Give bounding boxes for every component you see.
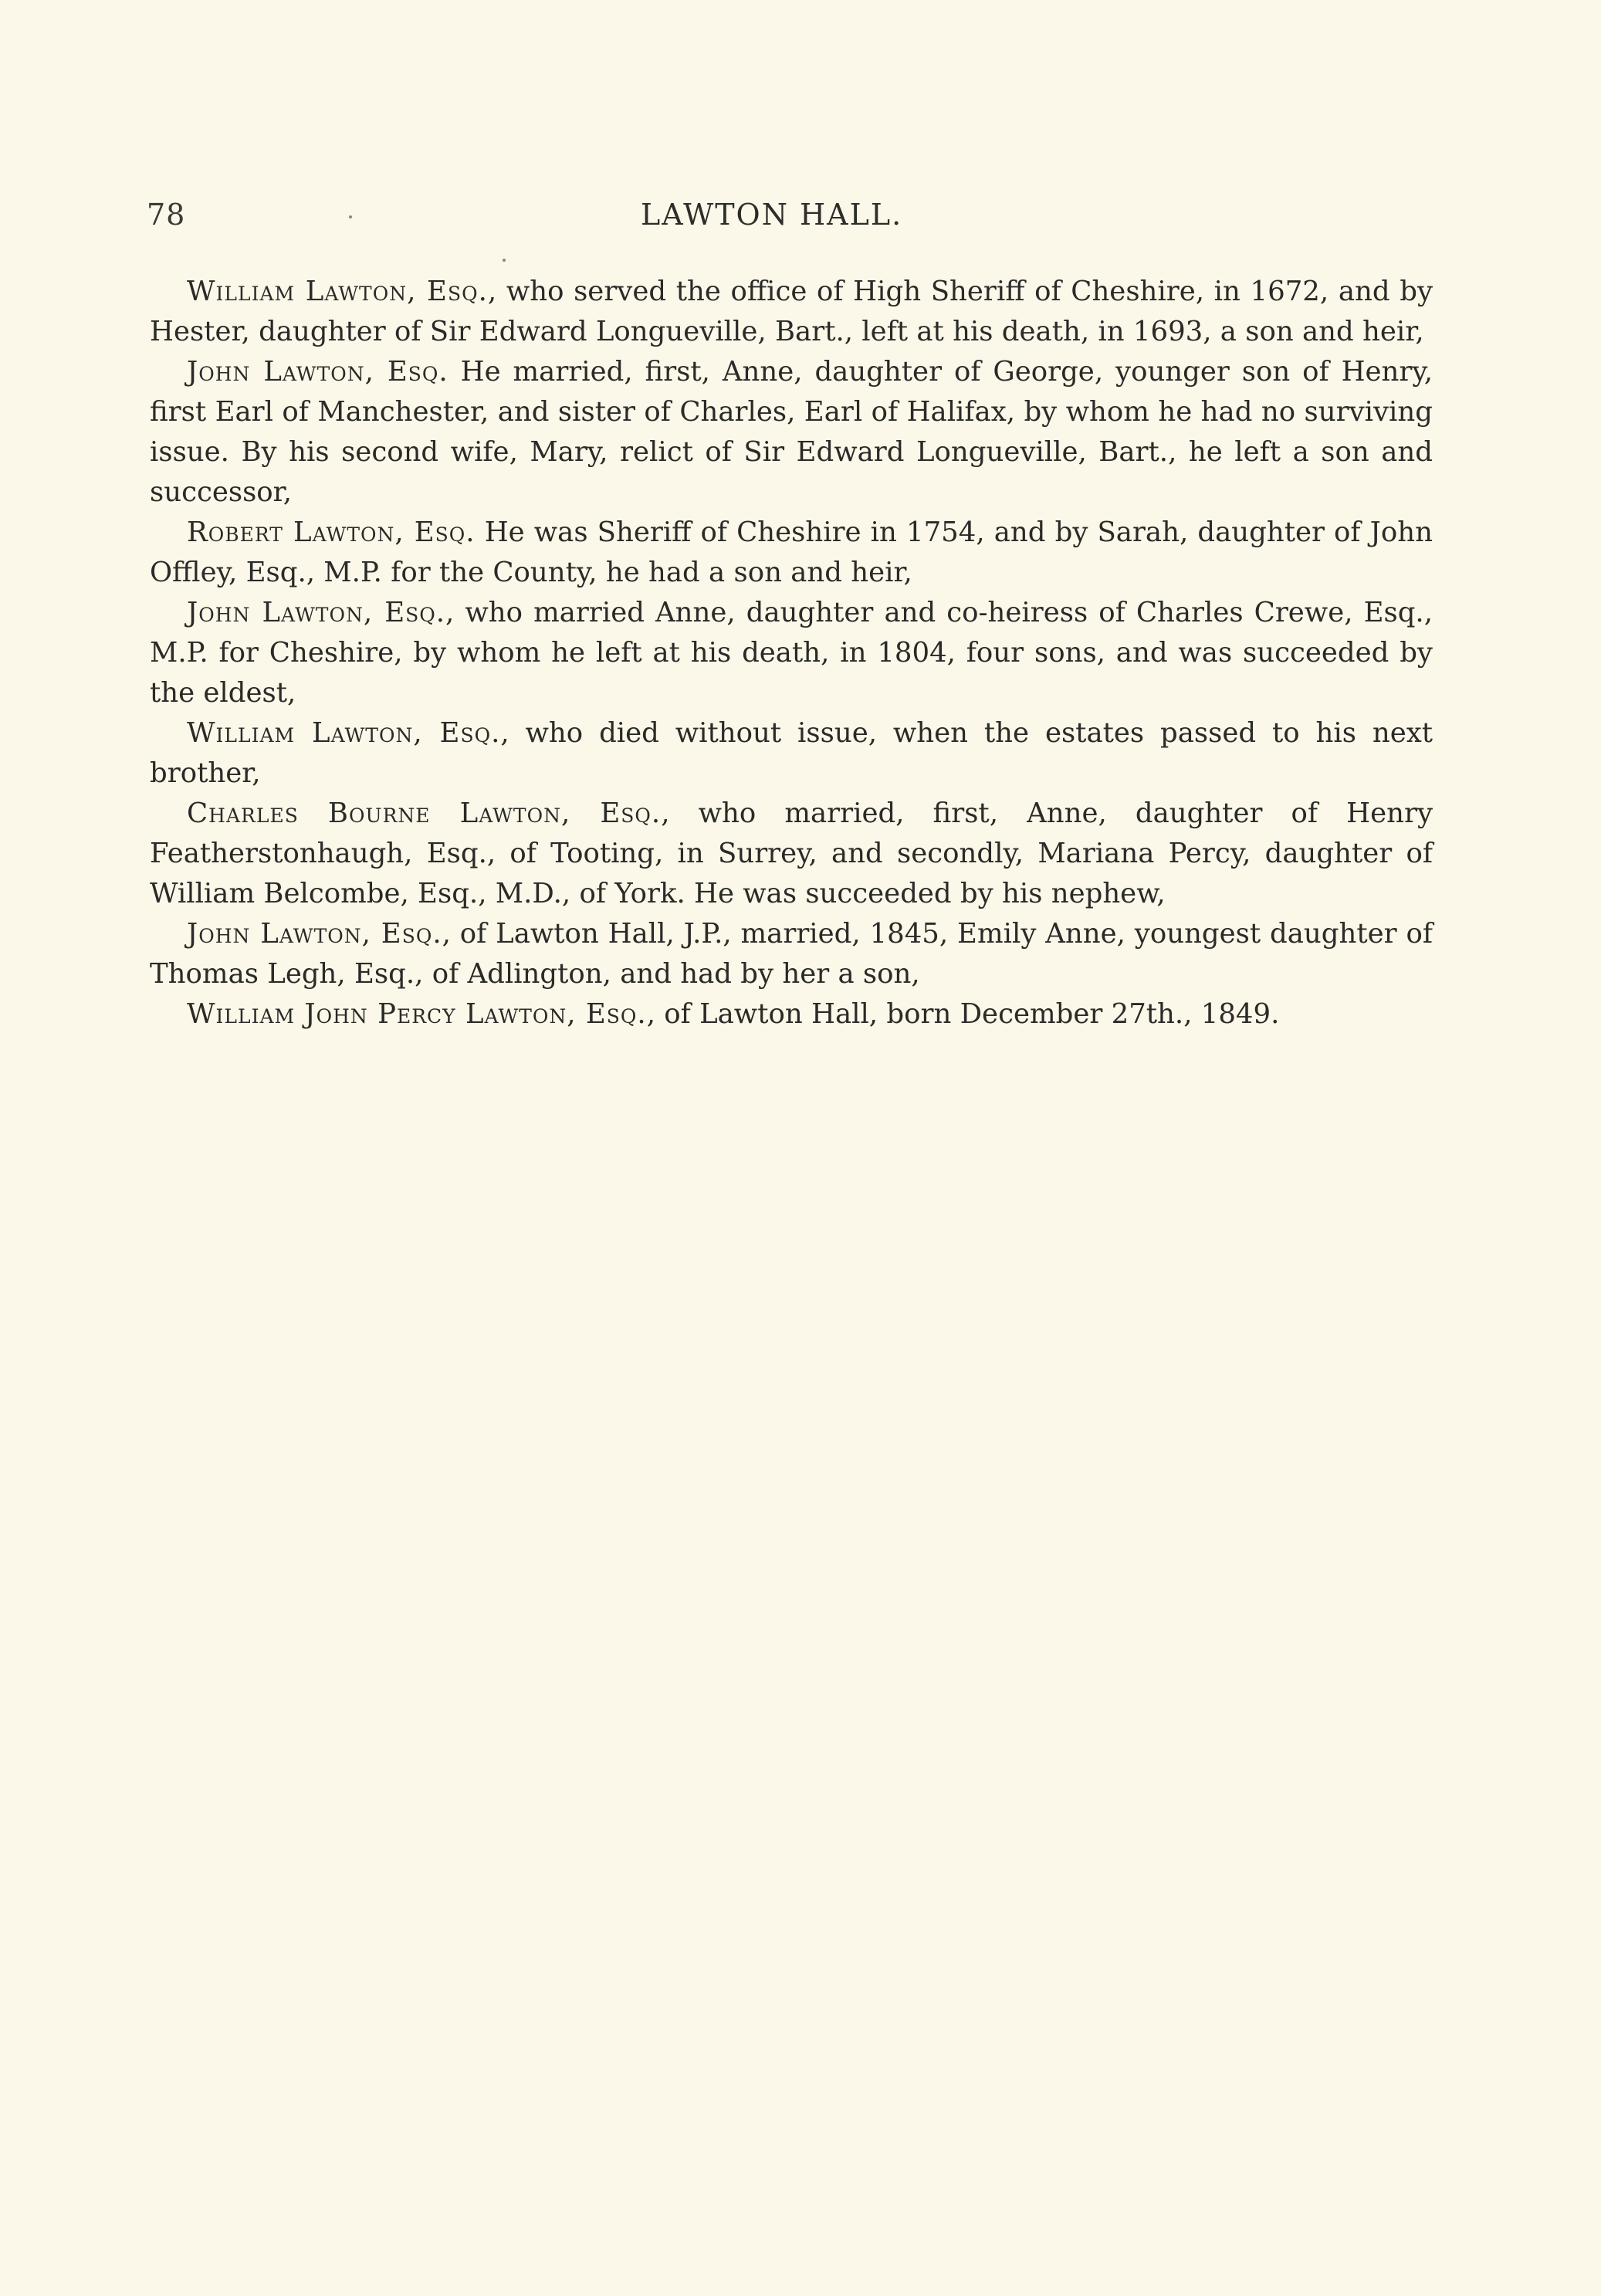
paragraph-text: He was Sheriff of Cheshire in 1754, and by Sarah, daughter of John Offley, Esq., M.P. for the County, he had a son and heir, [150,516,1433,588]
print-speck [349,215,352,218]
person-name: John Lawton, Esq. [187,356,448,388]
page-number: 78 [147,198,186,232]
paragraph [150,352,1433,513]
body-text [150,272,1433,1035]
paragraph-text: , of Lawton Hall, J.P., married, 1845, Emily Anne, youngest daughter of Thomas Legh, Esq., of Adlington, and had by her a son, [150,918,1433,990]
page-header [147,198,1444,244]
print-speck [503,259,506,262]
person-name: William Lawton, Esq. [187,717,501,749]
paragraph-text: , who married Anne, daughter and co-heiress of Charles Crewe, Esq., M.P. for Cheshire, by whom he left at his death, in 1804, four sons, and was succeeded by the eldest, [150,597,1433,709]
person-name: John Lawton, Esq. [187,597,446,628]
paragraph [150,272,1433,352]
paragraph-text: He married, first, Anne, daughter of George, younger son of Henry, first Earl of Manchester, and sister of Charles, Earl of Halifax, by whom he had no surviving issue. By his second wife, Mary, relict of Sir Edward Longueville, Bart., he left a son and successor, [150,356,1433,508]
paragraph-text: , who married, first, Anne, daughter of Henry Featherstonhaugh, Esq., of Tooting, in Surrey, and secondly, Mariana Percy, daughter of William Belcombe, Esq., M.D., of York. He was succeeded by his nephew, [150,798,1433,909]
paragraph-text: , who served the office of High Sheriff of Cheshire, in 1672, and by Hester, daughter of Sir Edward Longueville, Bart., left at his death, in 1693, a son and heir, [150,276,1433,347]
person-name: William Lawton, Esq. [187,276,488,307]
paragraph [150,794,1433,914]
person-name: William John Percy Lawton, Esq. [187,998,647,1030]
paragraph [150,713,1433,794]
paragraph [150,994,1433,1035]
paragraph [150,593,1433,713]
paragraph-text: , who died without issue, when the estates passed to his next brother, [150,717,1433,789]
paragraph [150,914,1433,994]
person-name: John Lawton, Esq. [187,918,442,950]
person-name: Robert Lawton, Esq. [187,516,476,548]
paragraph-text: , of Lawton Hall, born December 27th., 1849. [646,998,1280,1030]
paragraph [150,513,1433,593]
person-name: Charles Bourne Lawton, Esq. [187,798,662,829]
running-head: LAWTON HALL. [641,198,903,232]
